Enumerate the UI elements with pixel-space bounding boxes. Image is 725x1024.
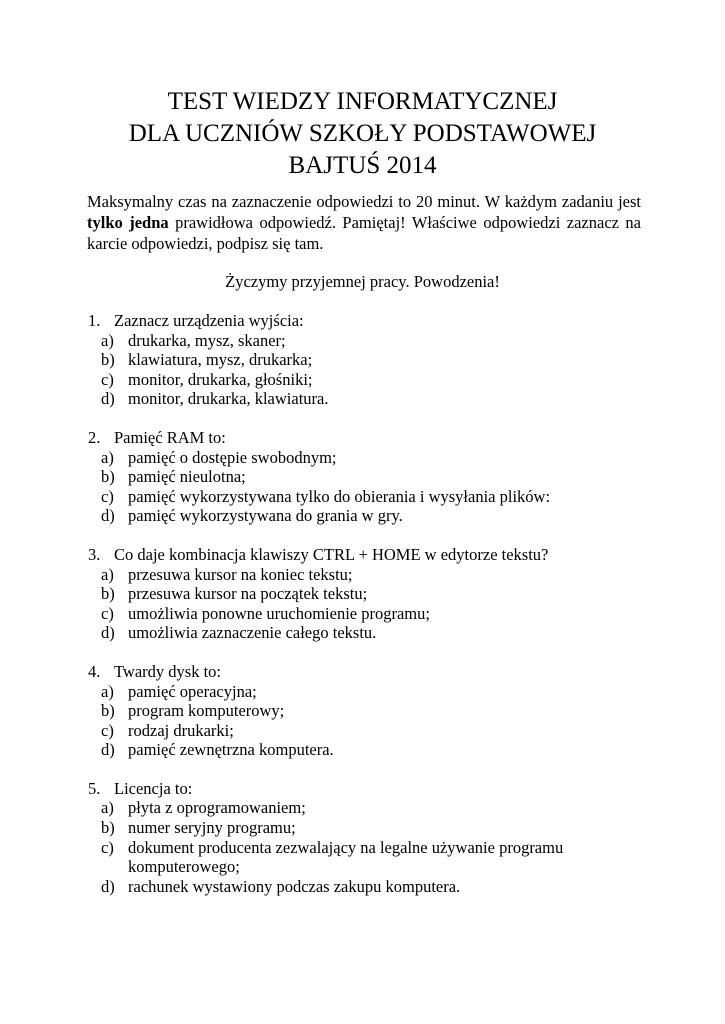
question-3 bbox=[88, 545, 648, 643]
answer-text: umożliwia ponowne uruchomienie programu; bbox=[128, 603, 430, 623]
answer-letter: d) bbox=[101, 506, 115, 526]
answer-option bbox=[88, 721, 648, 741]
answer-option bbox=[88, 467, 648, 487]
answer-text: płyta z oprogramowaniem; bbox=[128, 798, 306, 818]
page-title bbox=[0, 86, 725, 182]
instructions-emphasis: tylko jedna bbox=[87, 213, 169, 232]
answer-letter: c) bbox=[101, 603, 114, 623]
answer-letter: b) bbox=[101, 467, 115, 487]
answer-letter: d) bbox=[101, 740, 115, 760]
answer-text: pamięć operacyjna; bbox=[128, 681, 257, 701]
answer-letter: d) bbox=[101, 389, 115, 409]
answer-letter: c) bbox=[101, 486, 114, 506]
answer-list bbox=[88, 682, 648, 760]
instructions bbox=[87, 191, 641, 254]
question-text: Zaznacz urządzenia wyjścia: bbox=[114, 311, 304, 330]
answer-option bbox=[88, 584, 648, 604]
answer-letter: d) bbox=[101, 876, 115, 896]
question-text: Twardy dysk to: bbox=[114, 661, 222, 681]
good-luck-message: Życzymy przyjemnej pracy. Powodzenia! bbox=[225, 272, 500, 291]
answer-letter: b) bbox=[101, 584, 115, 604]
answer-option bbox=[88, 350, 648, 370]
question-list bbox=[88, 311, 648, 915]
answer-letter: b) bbox=[101, 818, 115, 838]
answer-letter: a) bbox=[101, 330, 114, 350]
answer-text: monitor, drukarka, głośniki; bbox=[128, 369, 313, 389]
question-text: Pamięć RAM to: bbox=[114, 427, 226, 447]
answer-option bbox=[88, 798, 648, 818]
answer-text: rodzaj drukarki; bbox=[128, 720, 234, 740]
answer-option bbox=[88, 565, 648, 585]
answer-text: umożliwia zaznaczenie całego tekstu. bbox=[128, 623, 377, 643]
question-number: 5. bbox=[88, 778, 101, 798]
answer-option bbox=[88, 604, 648, 624]
title-line-2: DLA UCZNIÓW SZKOŁY PODSTAWOWEJ bbox=[128, 120, 597, 147]
answer-option bbox=[88, 487, 648, 507]
question-number: 3. bbox=[88, 544, 101, 564]
answer-letter: c) bbox=[101, 837, 114, 857]
answer-option bbox=[88, 701, 648, 721]
title-line-3: BAJTUŚ 2014 bbox=[288, 152, 437, 179]
answer-list bbox=[88, 565, 648, 643]
answer-text: pamięć nieulotna; bbox=[128, 467, 246, 487]
answer-text: przesuwa kursor na koniec tekstu; bbox=[128, 564, 353, 584]
answer-option bbox=[88, 331, 648, 351]
question-number: 4. bbox=[88, 661, 101, 681]
answer-text: przesuwa kursor na początek tekstu; bbox=[128, 584, 368, 604]
question-heading bbox=[88, 545, 648, 565]
question-heading bbox=[88, 311, 648, 331]
answer-text: pamięć o dostępie swobodnym; bbox=[128, 447, 337, 467]
question-4 bbox=[88, 662, 648, 760]
answer-letter: c) bbox=[101, 720, 114, 740]
answer-text: monitor, drukarka, klawiatura. bbox=[128, 389, 329, 409]
answer-text: program komputerowy; bbox=[128, 701, 285, 721]
answer-text: rachunek wystawiony podczas zakupu komputera. bbox=[128, 876, 461, 896]
question-heading bbox=[88, 428, 648, 448]
answer-letter: b) bbox=[101, 350, 115, 370]
answer-text: pamięć wykorzystywana tylko do obierania i wysyłania plików: bbox=[128, 486, 551, 506]
instructions-text-2: prawidłowa odpowiedź. Pamiętaj! Właściwe odpowiedzi zaznacz na karcie odpowiedzi, podpisz się tam. bbox=[87, 213, 641, 253]
answer-text: numer seryjny programu; bbox=[128, 818, 296, 838]
answer-option bbox=[88, 877, 648, 897]
answer-option bbox=[88, 506, 648, 526]
answer-list bbox=[88, 331, 648, 409]
answer-option bbox=[88, 389, 648, 409]
answer-letter: a) bbox=[101, 564, 114, 584]
question-number: 1. bbox=[88, 311, 101, 330]
title-line-1: TEST WIEDZY INFORMATYCZNEJ bbox=[167, 88, 558, 115]
answer-letter: a) bbox=[101, 798, 114, 818]
answer-option bbox=[88, 740, 648, 760]
answer-list bbox=[88, 798, 648, 896]
question-heading bbox=[88, 779, 648, 799]
question-2 bbox=[88, 428, 648, 526]
question-heading bbox=[88, 662, 648, 682]
answer-letter: d) bbox=[101, 623, 115, 643]
answer-letter: b) bbox=[101, 701, 115, 721]
answer-option bbox=[88, 623, 648, 643]
answer-text: drukarka, mysz, skaner; bbox=[128, 330, 286, 350]
answer-letter: a) bbox=[101, 681, 114, 701]
question-1 bbox=[88, 311, 648, 409]
answer-letter: c) bbox=[101, 369, 114, 389]
instructions-text-1: Maksymalny czas na zaznaczenie odpowiedzi to 20 minut. W każdym zadaniu jest bbox=[87, 192, 641, 211]
answer-option bbox=[88, 682, 648, 702]
question-5 bbox=[88, 779, 648, 897]
answer-option bbox=[88, 818, 648, 838]
answer-text: pamięć zewnętrzna komputera. bbox=[128, 740, 334, 760]
question-text: Co daje kombinacja klawiszy CTRL + HOME w edytorze tekstu? bbox=[114, 544, 549, 564]
answer-list bbox=[88, 448, 648, 526]
answer-text: klawiatura, mysz, drukarka; bbox=[128, 350, 313, 370]
question-number: 2. bbox=[88, 427, 101, 447]
answer-option bbox=[88, 370, 648, 390]
answer-option bbox=[88, 448, 648, 468]
question-text: Licencja to: bbox=[114, 778, 193, 798]
answer-text: pamięć wykorzystywana do grania w gry. bbox=[128, 506, 403, 526]
answer-text: dokument producenta zezwalający na legalne używanie programu komputerowego; bbox=[128, 837, 564, 877]
answer-option bbox=[88, 838, 648, 877]
instructions-paragraph bbox=[87, 191, 641, 254]
answer-letter: a) bbox=[101, 447, 114, 467]
